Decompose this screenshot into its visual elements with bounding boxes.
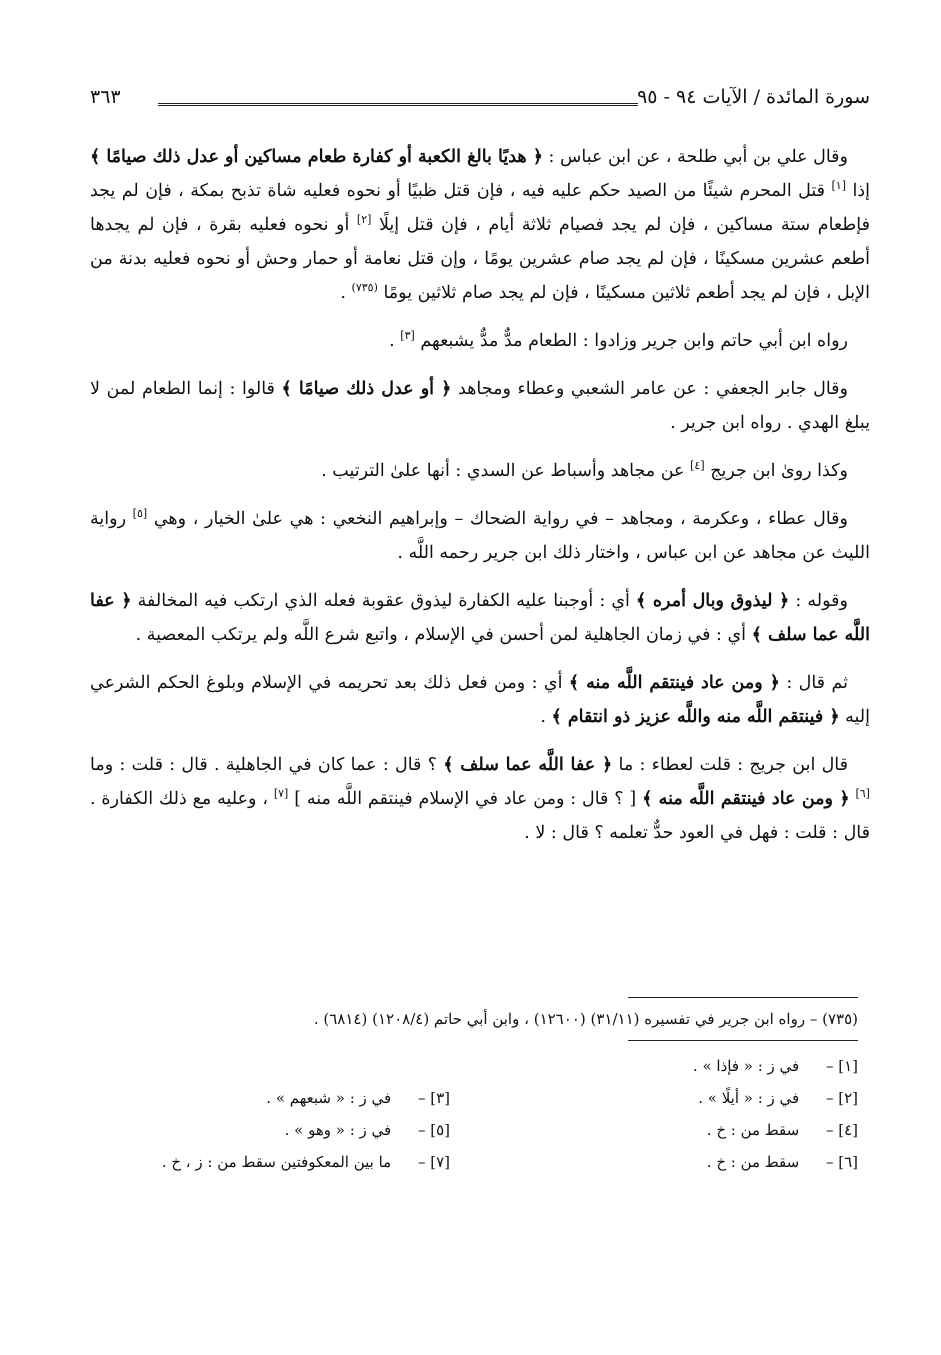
- note-3: [٣] – في ز : « شبعهم » .: [266, 1089, 450, 1107]
- header-rule: [158, 103, 638, 106]
- variant-notes: [90, 1050, 858, 1178]
- footnote-ref: [٧]: [273, 787, 289, 801]
- quran-quote: ﴿ عفا اللَّه عما سلف ﴾: [443, 755, 613, 775]
- quran-quote: ﴿ ومن عاد فينتقم اللَّه منه ﴾: [568, 673, 780, 693]
- note-1: [١] – في ز : « فإذا » .: [692, 1057, 858, 1075]
- page-header: [90, 82, 870, 116]
- quran-quote: ﴿ عفا اللَّه عما سلف ﴾: [90, 591, 870, 645]
- paragraph-2: رواه ابن أبي حاتم وابن جرير وزادوا : الطعام مدٌّ مدٌّ يشبعهم [٣] .: [389, 329, 848, 351]
- page-number: ٣٦٣: [90, 86, 121, 108]
- notes-separator: [628, 1040, 858, 1041]
- notes-row-1: [90, 1050, 858, 1082]
- quran-quote: ﴿ ليذوق وبال أمره ﴾: [636, 591, 790, 611]
- footnote-ref: [١]: [831, 179, 846, 193]
- note-5: [٥] – في ز : « وهو » .: [284, 1121, 450, 1139]
- footnote-ref: [٤]: [690, 459, 705, 473]
- footnote-ref: [٥]: [132, 507, 148, 521]
- quran-quote: ﴿ ومن عاد فينتقم اللَّه منه ﴾: [642, 789, 850, 809]
- note-4: [٤] – سقط من : خ .: [706, 1121, 858, 1139]
- note-7: [٧] – ما بين المعكوفتين سقط من : ز ، خ .: [161, 1153, 450, 1171]
- quran-quote: ﴿ فينتقم اللَّه منه واللَّه عزيز ذو انتقام ﴾: [551, 707, 840, 727]
- notes-row-2: [90, 1082, 858, 1114]
- footnote-separator: [628, 997, 858, 998]
- paragraph-7: ثم قال : ﴿ ومن عاد فينتقم اللَّه منه ﴾ أي : ومن فعل ذلك بعد تحريمه في الإسلام وبلوغ الحكم الشرعي إليه ﴿ فينتقم اللَّه منه واللَّه عزيز ذو انتقام ﴾ .: [90, 673, 870, 727]
- book-page: [89, 82, 870, 1171]
- running-title: سورة المائدة / الآيات ٩٤ - ٩٥: [637, 86, 870, 108]
- quran-quote: ﴿ أو عدل ذلك صيامًا ﴾: [281, 379, 452, 399]
- footnote-ref: [٢]: [356, 213, 372, 227]
- quran-quote: ﴿ هديًا بالغ الكعبة أو كفارة طعام مساكين أو عدل ذلك صيامًا ﴾: [89, 147, 543, 167]
- source-footnote: (٧٣٥) – رواه ابن جرير في تفسيره (٣١/١١) (١٢٦٠٠) ، وابن أبي حاتم (١٢٠٨/٤) (٦٨١٤) .: [313, 1010, 858, 1028]
- footnote-ref: [٦]: [855, 787, 870, 801]
- footnote-ref: [٣]: [400, 329, 415, 343]
- paragraph-6: وقوله : ﴿ ليذوق وبال أمره ﴾ أي : أوجبنا عليه الكفارة ليذوق عقوبة فعله الذي ارتكب فيه المخالفة ﴿ عفا اللَّه عما سلف ﴾ أي : في زمان الجاهلية لمن أحسن في الإسلام ، واتبع شرع اللَّه ولم يرتكب المعصية .: [90, 591, 870, 645]
- paragraph-5: وقال عطاء ، وعكرمة ، ومجاهد – في رواية الضحاك – وإبراهيم النخعي : هي علىٰ الخيار ، وهي [٥] رواية الليث عن مجاهد عن ابن عباس ، واختار ذلك ابن جرير رحمه اللَّه .: [90, 507, 870, 563]
- note-2: [٢] – في ز : « أيلًا » .: [698, 1089, 858, 1107]
- notes-row-4: [90, 1146, 858, 1178]
- paragraph-8: قال ابن جريج : قلت لعطاء : ما ﴿ عفا اللَّه عما سلف ﴾ ؟ قال : عما كان في الجاهلية . قال : قلت : وما [٦] ﴿ ومن عاد فينتقم اللَّه منه ﴾ [ ؟ قال : ومن عاد في الإسلام فينتقم اللَّه منه ] [٧] ، وعليه مع ذلك الكفارة . قال : قلت : فهل في العود حدٌّ تعلمه ؟ قال : لا .: [90, 755, 870, 843]
- note-6: [٦] – سقط من : خ .: [706, 1153, 858, 1171]
- paragraph-1: وقال علي بن أبي طلحة ، عن ابن عباس : ﴿ هديًا بالغ الكعبة أو كفارة طعام مساكين أو عدل ذلك صيامًا ﴾ إذا [١] قتل المحرم شيئًا من الصيد حكم عليه فيه ، فإن قتل ظبيًا أو نحوه فعليه شاة تذبح بمكة ، فإن لم يجد فإطعام ستة مساكين ، فإن لم يجد فصيام ثلاثة أيام ، فإن قتل إيلًا [٢] أو نحوه فعليه بقرة ، فإن لم يجدها أطعم عشرين مسكينًا ، فإن لم يجد صام عشرين يومًا ، وإن قتل نعامة أو حمار وحش أو نحوه فعليه بدنة من الإبل ، فإن لم يجد أطعم ثلاثين مسكينًا ، فإن لم يجد صام ثلاثين يومًا $^{(٧٣٥)}$ .: [89, 147, 870, 303]
- paragraph-4: وكذا روىٰ ابن جريج [٤] عن مجاهد وأسباط عن السدي : أنها علىٰ الترتيب .: [321, 459, 848, 481]
- main-text: [90, 140, 870, 864]
- paragraph-3: وقال جابر الجعفي : عن عامر الشعبي وعطاء ومجاهد ﴿ أو عدل ذلك صيامًا ﴾ قالوا : إنما الطعام لمن لا يبلغ الهدي . رواه ابن جرير .: [90, 379, 870, 433]
- notes-row-3: [90, 1114, 858, 1146]
- footnote-ref: (٧٣٥): [351, 281, 378, 295]
